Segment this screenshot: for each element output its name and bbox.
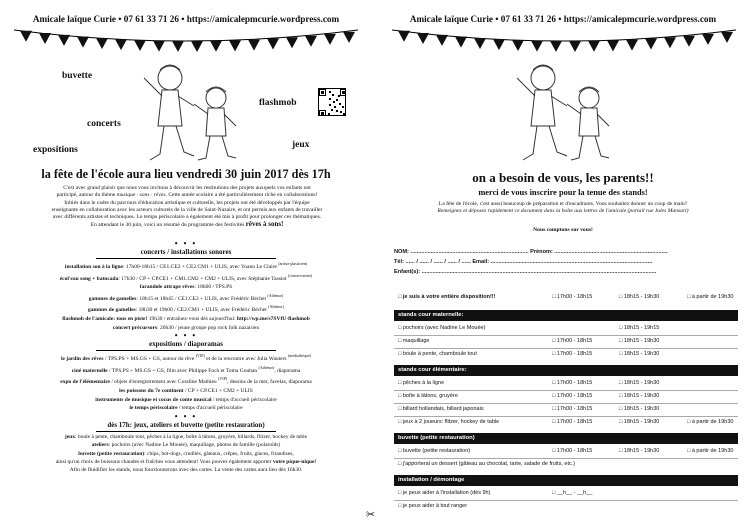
word-buvette: buvette <box>62 71 93 81</box>
word-expositions: expositions <box>33 145 78 155</box>
concert-item <box>0 283 372 292</box>
phone-email-field[interactable]: Tél: ...... / ...... / ...... / ...... / ...... Email: ........................................................................................................ <box>394 259 653 265</box>
time-slot-checkbox[interactable]: □ 18h15 - 19h30 <box>619 406 660 412</box>
concert-item-detail: : 20h30 / jeune groupe pop rock folk nazairien <box>157 324 260 331</box>
activity-name: ateliers <box>91 442 109 449</box>
thanks-note: Nous comptons sur vous! <box>533 227 593 233</box>
section-bar: stands cour maternelle: <box>394 310 738 321</box>
time-slot-checkbox[interactable]: □ à partir de 19h30 <box>687 419 734 425</box>
stand-row <box>394 500 738 513</box>
activity-name: buvette (petite restauration) <box>78 450 145 457</box>
form-intro-line-1: La fête de l'école, c'est aussi beaucoup de préparation et d'encadrants. Vous souhaitez donner un coup de main? <box>438 201 688 207</box>
concert-item-detail: : 18h00 / TPS.PS <box>194 284 233 291</box>
concert-item-name: flashmob de l'amicale: tous en piste! <box>62 315 148 322</box>
expo-item-name: ciné maternelle <box>71 367 108 374</box>
activity-line <box>0 466 372 474</box>
divider-dots-2: • • • <box>174 331 198 341</box>
left-flyer-page <box>0 0 372 530</box>
section-rule <box>96 431 276 432</box>
time-slot-checkbox[interactable]: □ 17h00 - 18h15 <box>552 419 593 425</box>
activity-line <box>0 458 372 466</box>
expo-item-name: expo de l'élémentaire <box>60 379 110 386</box>
stand-row <box>394 487 738 500</box>
intro-highlight: rêves à sons! <box>245 220 284 229</box>
intro-line-2b: . Cette année scolaire a été particulièrement riche en collaborations! <box>165 192 318 199</box>
time-slot-checkbox[interactable]: □ à partir de 19h30 <box>687 294 734 300</box>
time-slot-checkbox[interactable]: □ 17h00 - 18h15 <box>552 448 593 454</box>
section-games-list <box>0 433 372 474</box>
concert-item-partner: (conservatoire) <box>288 272 313 278</box>
section-expos-list <box>0 352 372 413</box>
divider-dots-3: • • • <box>174 411 198 421</box>
concert-item-name: farandole attrape rêves <box>139 284 195 291</box>
qr-code <box>318 88 346 116</box>
expo-item-note: (VIP) <box>195 353 205 359</box>
dancing-kids-illustration-right <box>509 56 619 166</box>
option-label[interactable]: □ je peux aider à l'installation (dès 9h) <box>398 490 491 496</box>
flashmob-link: http://wp.me/s7SVfU-flashmob <box>236 315 310 322</box>
expo-item-detail: / temps d'accueil périscolaire <box>211 396 277 403</box>
stand-row <box>394 348 738 361</box>
concert-item-partner: (artiste plasticien) <box>278 261 308 266</box>
time-slot-checkbox[interactable]: □ 18h15 - 19h30 <box>619 338 660 344</box>
section-rule <box>96 258 276 259</box>
time-slot-checkbox[interactable]: □ 17h00 - 18h15 <box>552 393 593 399</box>
picnic-note: votre pique-nique! <box>272 458 317 465</box>
time-slot-checkbox[interactable]: □ 17h00 - 18h15 <box>552 351 593 357</box>
header-contact: Amicale laïque Curie • 07 61 33 71 26 • https://amicalepmcurie.wordpress.com <box>32 14 340 24</box>
concert-item-name: installation son à la ligne <box>64 263 123 270</box>
activity-detail: : boule à pente, chamboule tout, pêches à la ligne, boîte à tâtons, gruyère, billards, flitzer, hockey de table <box>75 433 308 440</box>
activity-detail: : pochoirs (avec Nadine Le Mouée), maquillage, photos de famille (polaroïds) <box>108 442 281 449</box>
time-slot-checkbox[interactable]: □ 17h00 - 18h15 <box>552 338 593 344</box>
option-label[interactable]: □ boîte à tâtons, gruyère <box>398 393 458 399</box>
concert-item <box>0 315 372 324</box>
option-label[interactable]: □ j'apporterai un dessert (gâteau au chocolat, tarte, salade de fruits, etc.) <box>398 461 576 467</box>
section-bar: buvette (petite restauration) <box>394 433 738 444</box>
concert-item-detail: : 18h15 et 18h45 / CE1.CE2 + ULIS, avec Frédéric Béchet <box>136 295 268 302</box>
expo-item-detail-2: et de la rencontre avec Julia Wauters <box>204 356 288 363</box>
stand-row <box>394 445 738 458</box>
expo-item-name: le jardin des rêves <box>60 356 104 363</box>
expo-item-detail: / temps d'accueil périscolaire <box>177 405 243 412</box>
form-title: on a besoin de vous, les parents!! <box>472 170 654 185</box>
expo-item <box>0 387 372 396</box>
concert-item-detail: 19h30 / entraînez-vous dès aujourd'hui: <box>147 315 237 322</box>
expo-item-name: les poissons du 7e continent <box>119 387 184 394</box>
time-slot-checkbox[interactable]: □ 17h00 - 18h15 <box>552 406 593 412</box>
concert-item-detail: : 17h00-18h15 / CE1.CE2 + CE2.CM1 + ULIS, avec Yoann Le Claire <box>123 263 279 270</box>
concert-item <box>0 292 372 304</box>
time-slot-checkbox[interactable]: □ 18h15 - 19h30 <box>619 294 660 300</box>
section-concerts-title: concerts / installations sonores <box>140 248 232 256</box>
time-slot-checkbox[interactable]: □ 17h00 - 18h15 <box>552 380 593 386</box>
expo-item-detail: / objets d'enregistrement avec Coraline Mathieu <box>109 379 219 386</box>
concert-item-partner: (Athénor) <box>267 292 284 298</box>
expo-item-detail: / TPS.PS + MS.GS + GS, film avec Philippe Foch et Toma Gouban <box>107 367 259 374</box>
option-label[interactable]: □ pêches à la ligne <box>398 380 445 386</box>
stand-row <box>394 403 738 416</box>
time-slot-checkbox[interactable]: □ 17h00 - 18h15 <box>552 294 593 300</box>
expo-item-name: le temps périscolaire <box>129 405 178 412</box>
expo-item-name: instruments de musique et cocus de conte musical <box>95 396 212 403</box>
time-slot-checkbox[interactable]: □ __h__ - __h__ <box>552 490 593 496</box>
section-concerts-list <box>0 260 372 332</box>
dancing-kids-illustration <box>136 56 246 166</box>
expo-item-partner: (médiathèque) <box>287 353 312 359</box>
option-label[interactable]: □ billard hollandais, billard japonais <box>398 406 484 412</box>
word-flashmob: flashmob <box>259 98 297 108</box>
concert-item-name: gammes de gamelles <box>88 295 137 302</box>
expo-item <box>0 364 372 376</box>
concert-item-name: gammes de gamelles <box>88 307 136 314</box>
activity-line <box>0 450 372 458</box>
expo-item <box>0 352 372 364</box>
option-label[interactable]: □ buvette (petite restauration) <box>398 448 471 454</box>
page-title: la fête de l'école aura lieu vendredi 30 juin 2017 dès 17h <box>41 167 331 181</box>
option-label[interactable]: □ maquillage <box>398 338 430 344</box>
time-slot-checkbox[interactable]: □ 18h15 - 19h30 <box>619 419 660 425</box>
expo-item-detail-2: , dessins de la mer, favelas, diaporama <box>227 379 312 386</box>
stand-row <box>394 458 738 471</box>
concert-item <box>0 260 372 272</box>
expo-item <box>0 396 372 405</box>
section-expos-title: expositions / diaporamas <box>149 340 223 349</box>
word-concerts: concerts <box>87 119 121 129</box>
stand-row <box>394 322 738 335</box>
concert-item-name: écol'eau song + batucada <box>59 275 119 282</box>
stand-row <box>394 390 738 403</box>
time-slot-checkbox[interactable]: □ à partir de 19h30 <box>687 448 734 454</box>
form-subtitle: merci de vous inscrire pour la tenue des stands! <box>478 188 648 197</box>
scissors-icon: ✂ <box>366 508 376 521</box>
contact-fields <box>394 247 736 277</box>
right-form-page <box>376 0 750 530</box>
section-bar: stands cour élémentaire: <box>394 365 738 376</box>
option-label[interactable]: □ je peux aider à tout ranger <box>398 503 468 509</box>
expo-item-detail: / TPS.PS + MS.GS + GS, autour du rêve <box>103 356 196 363</box>
concert-item-name: concert précursors <box>112 324 158 331</box>
intro-paragraph <box>14 185 360 230</box>
time-slot-checkbox[interactable]: □ 18h15 - 19h30 <box>619 380 660 386</box>
intro-theme: musique · sons · rêves <box>116 192 166 199</box>
form-intro-line-2: Remeignez et déposez rapidement ce document dans la boîte aux lettres de l'amicale (portail rue Jules Mansart) <box>437 208 689 215</box>
time-slot-checkbox[interactable]: □ 18h15 - 19h15 <box>619 325 660 331</box>
time-slot-checkbox[interactable]: □ 18h15 - 19h30 <box>619 448 660 454</box>
children-field[interactable]: Enfant(s): ....................................................................................................................................................... <box>394 269 657 275</box>
word-jeux: jeux <box>292 140 310 150</box>
stand-row <box>394 416 738 429</box>
stand-row <box>394 335 738 348</box>
option-label[interactable]: □ boule à pente, chamboule tout <box>398 351 477 357</box>
time-slot-checkbox[interactable]: □ 18h15 - 19h30 <box>619 393 660 399</box>
section-rule <box>96 350 276 351</box>
stand-row <box>394 377 738 390</box>
header-contact-right: Amicale laïque Curie • 07 61 33 71 26 • https://amicalepmcurie.wordpress.com <box>409 14 717 24</box>
option-label[interactable]: □ jeux à 2 joueurs: flitzer, hockey de table <box>398 419 500 425</box>
program <box>0 240 372 474</box>
option-label[interactable]: □ pochoirs (avec Nadine Le Mouée) <box>398 325 486 331</box>
availability-row <box>394 291 738 304</box>
intro-line-4: enseignante en collaboration avec les acteurs culturels de la ville de Saint-Nazaire, et ont permis aux enfants de travailler <box>51 206 323 213</box>
expo-item <box>0 375 372 387</box>
concert-item-detail: : 18h30 et 19h00 / CE2.CM1 + ULIS, avec Frédéric Béchet <box>135 307 269 314</box>
activity-line <box>0 433 372 441</box>
name-field[interactable]: NOM: ............................................................................ Prénom: ......................................................................... <box>394 249 668 255</box>
concert-item <box>0 303 372 315</box>
activity-detail: Afin de fluidifier les stands, nous fonctionnerons avec des cartes. La vente des cartes aura lieu dès 16h30. <box>69 467 303 474</box>
intro-line-1: C'est avec grand plaisir que nous vous invitons à découvrir les restitutions des projets auxquels vos enfants ont <box>63 185 311 191</box>
activity-name: jeux <box>64 433 75 440</box>
expo-item-note: (VIP) <box>218 376 228 382</box>
time-slot-checkbox[interactable]: □ 18h15 - 19h30 <box>619 351 660 357</box>
expo-item-note: (Athénor) <box>258 364 275 370</box>
activity-line <box>0 441 372 449</box>
section-games-title: dès 17h: jeux, ateliers et buvette (petite restauration) <box>107 420 265 429</box>
intro-line-3: Initiés dans le cadre du parcours d'éducation artistique et culturelle, les projets ont été développés par l'équipe <box>64 199 310 206</box>
divider-dots-1: • • • <box>174 239 198 248</box>
activity-detail: ainsi qu'un choix de boissons chaudes et fraîches vous attendent! Vous pouvez également apporter <box>55 458 273 465</box>
section-bar: installation / démontage <box>394 475 738 486</box>
expo-item-detail-2: , diaporama <box>274 367 301 374</box>
concert-item <box>0 272 372 284</box>
activity-detail: : chips, hot-dogs, crudités, gâteaux, crêpes, fruits, glaces, friandises, <box>144 450 294 457</box>
form-intro <box>392 201 734 216</box>
option-label[interactable]: □ je suis à votre entière disposition!!! <box>398 294 496 300</box>
concert-item-partner: (Athénor) <box>268 304 284 310</box>
intro-line-6: En attendant le 30 juin, voici un résumé du programme des festivités <box>90 222 246 229</box>
expo-item-detail: / CP + CP.CE1 + CM2 + ULIS <box>183 387 253 394</box>
intro-line-5: avec différents artistes et techniques. Le temps périscolaire a également été mis à profit pour prolonger ces thématiques. <box>52 214 322 221</box>
concert-item-detail: : 17h30 / CP + CP.CE1 + CM1.CM2 + CM2 + ULIS, avec Stéphanie Tassiot <box>118 275 289 282</box>
intro-line-2a: participé, autour du thème <box>56 192 117 199</box>
